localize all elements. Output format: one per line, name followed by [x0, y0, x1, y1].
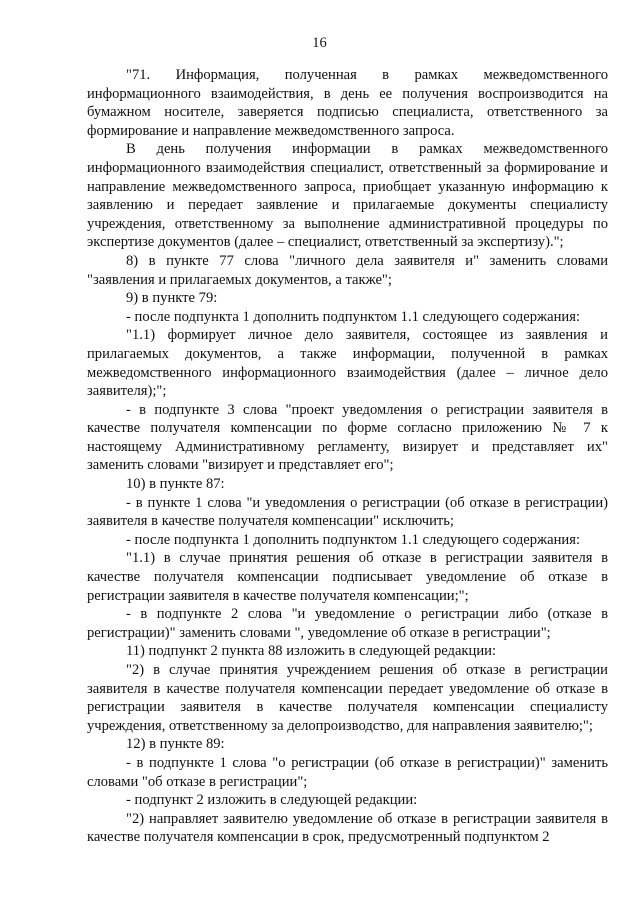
paragraph-item-11: 11) подпункт 2 пункта 88 изложить в следующей редакции: [126, 643, 497, 660]
page-number: 16 [312, 35, 327, 51]
paragraph-item-9-add: - после подпункта 1 дополнить подпунктом 1.1 следующего содержания: [126, 308, 580, 325]
paragraph-item-10: 10) в пункте 87: [126, 476, 225, 493]
paragraph-item-9: 9) в пункте 79: [126, 290, 218, 307]
paragraph-71-day: В день получения информации в рамках межведомственного информационного взаимодействия специалист, ответственный за формирование и направление межведомственного запроса, приобщает указанную информацию к заявлению и передает заявление и прилагаемые документы специалисту учреждения, ответственному за выполнение административной процедуры по экспертизе документов (далее – специалист, ответственный за экспертизу)."; [87, 141, 608, 251]
paragraph-item-12-text: "2) направляет заявителю уведомление об отказе в регистрации заявителя в качестве получателя компенсации в срок, предусмотренный подпунктом 2 [87, 810, 608, 846]
paragraph-item-12-sub1: - в подпункте 1 слова "о регистрации (об отказе в регистрации)" заменить словами "об отказе в регистрации"; [87, 754, 608, 790]
paragraph-71-info: "71. Информация, полученная в рамках межведомственного информационного взаимодействия, в день ее получения воспроизводится на бумажном носителе, заверяется подписью специалиста, ответственного за формирование и направление межведомственного запроса. [87, 67, 608, 139]
document-body [87, 66, 608, 847]
paragraph-item-9-1-1: "1.1) формирует личное дело заявителя, состоящее из заявления и прилагаемых документов, а также информации, полученной в рамках межведомственного информационного взаимодействия (далее – личное дело заявителя);"; [87, 327, 608, 400]
paragraph-item-11-text: "2) в случае принятия учреждением решения об отказе в регистрации заявителя в качестве получателя компенсации передает уведомление об отказе в регистрации заявителя в качестве получателя компенсации специалисту учреждения, ответственному за делопроизводство, для направления заявителю;"; [87, 662, 608, 734]
paragraph-item-10-add: - после подпункта 1 дополнить подпунктом 1.1 следующего содержания: [126, 531, 580, 548]
paragraph-item-10-p1: - в пункте 1 слова "и уведомления о регистрации (об отказе в регистрации) заявителя в качестве получателя компенсации" исключить; [87, 494, 608, 530]
paragraph-item-9-sub3: - в подпункте 3 слова "проект уведомления о регистрации заявителя в качестве получателя компенсации по форме согласно приложению № 7 к настоящему Административному регламенту, визирует и представляет их" заменить словами "визирует и представляет его"; [87, 401, 608, 474]
paragraph-item-10-1-1: "1.1) в случае принятия решения об отказе в регистрации заявителя в качестве получателя компенсации подписывает уведомление об отказе в регистрации заявителя в качестве получателя компенсации;"; [87, 550, 608, 604]
paragraph-item-12: 12) в пункте 89: [126, 736, 225, 753]
paragraph-item-10-sub2: - в подпункте 2 слова "и уведомление о регистрации либо (отказе в регистрации)" заменить словами ", уведомление об отказе в регистрации"; [87, 606, 608, 641]
paragraph-item-12-sub2: - подпункт 2 изложить в следующей редакции: [126, 792, 418, 809]
paragraph-item-8: 8) в пункте 77 слова "личного дела заявителя и" заменить словами "заявления и прилагаемых документов, а также"; [87, 252, 608, 288]
